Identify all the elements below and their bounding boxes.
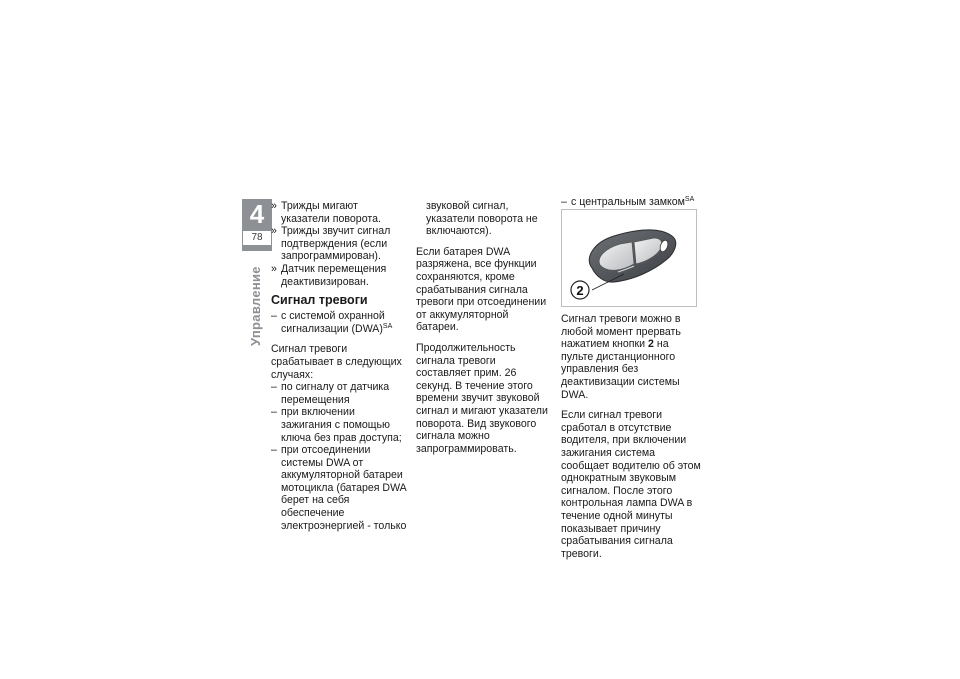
paragraph: Сигнал тревоги можно в любой момент прервать нажатием кнопки 2 на пульте дистанционного управления без деактивизации системы DWA.: [561, 313, 681, 401]
list-item: – с системой охранной сигнализации (DWA)$^{SA}$: [271, 310, 393, 335]
list-item: – при включении зажигания с помощью ключа без прав доступа;: [271, 406, 402, 444]
remote-key-figure: [561, 209, 697, 307]
column-3-text: [561, 313, 701, 560]
column-2: [416, 200, 549, 455]
chapter-marker: [242, 199, 272, 251]
section-heading: Сигнал тревоги: [271, 293, 368, 308]
paragraph: Если сигнал тревоги сработал в отсутствие водителя, при включении зажигания система сообщает водителю об этом однократным звуковым сигналом. После этого контрольная лампа DWA в течение одной минуты показывает причину срабатывания сигнала тревоги.: [561, 409, 701, 560]
special-equipment-tag: SA: [684, 196, 695, 203]
list-item: » Трижды звучит сигнал подтверждения (если запрограммирован).: [271, 225, 391, 263]
button-reference: 2: [648, 338, 654, 351]
paragraph-continuation: звуковой сигнал, указатели поворота не включаются).: [426, 200, 538, 238]
chapter-number: 4: [249, 199, 265, 229]
section-title: Управление: [248, 266, 263, 346]
list-item: – с центральным замком$^{SA}$: [561, 196, 695, 208]
column-3-item: [561, 196, 701, 209]
page-number: 78: [242, 230, 272, 246]
list-item: – при отсоединении системы DWA от аккумуляторной батареи мотоцикла (батарея DWA берет на себя обеспечение электроэнергией - только: [271, 444, 407, 532]
list-item: » Трижды мигают указатели поворота.: [271, 200, 381, 225]
paragraph: Если батарея DWA разряжена, все функции сохраняются, кроме срабатывания сигнала тревоги при отсоединении от аккумуляторной батареи.: [416, 245, 547, 334]
list-item: – по сигналу от датчика перемещения: [271, 381, 390, 406]
special-equipment-tag: SA: [382, 322, 393, 330]
remote-key-illustration: [562, 210, 696, 306]
list-item: » Датчик перемещения деактивизирован.: [271, 262, 387, 288]
paragraph: Продолжительность сигнала тревоги составляет прим. 26 секунд. В течение этого времени звучит звуковой сигнал и мигают указатели поворота. Вид звукового сигнала можно запрограммировать.: [416, 341, 548, 455]
callout-label: 2: [576, 283, 584, 298]
column-1: [271, 200, 407, 532]
paragraph: Сигнал тревоги срабатывает в следующих случаях:: [271, 343, 402, 381]
